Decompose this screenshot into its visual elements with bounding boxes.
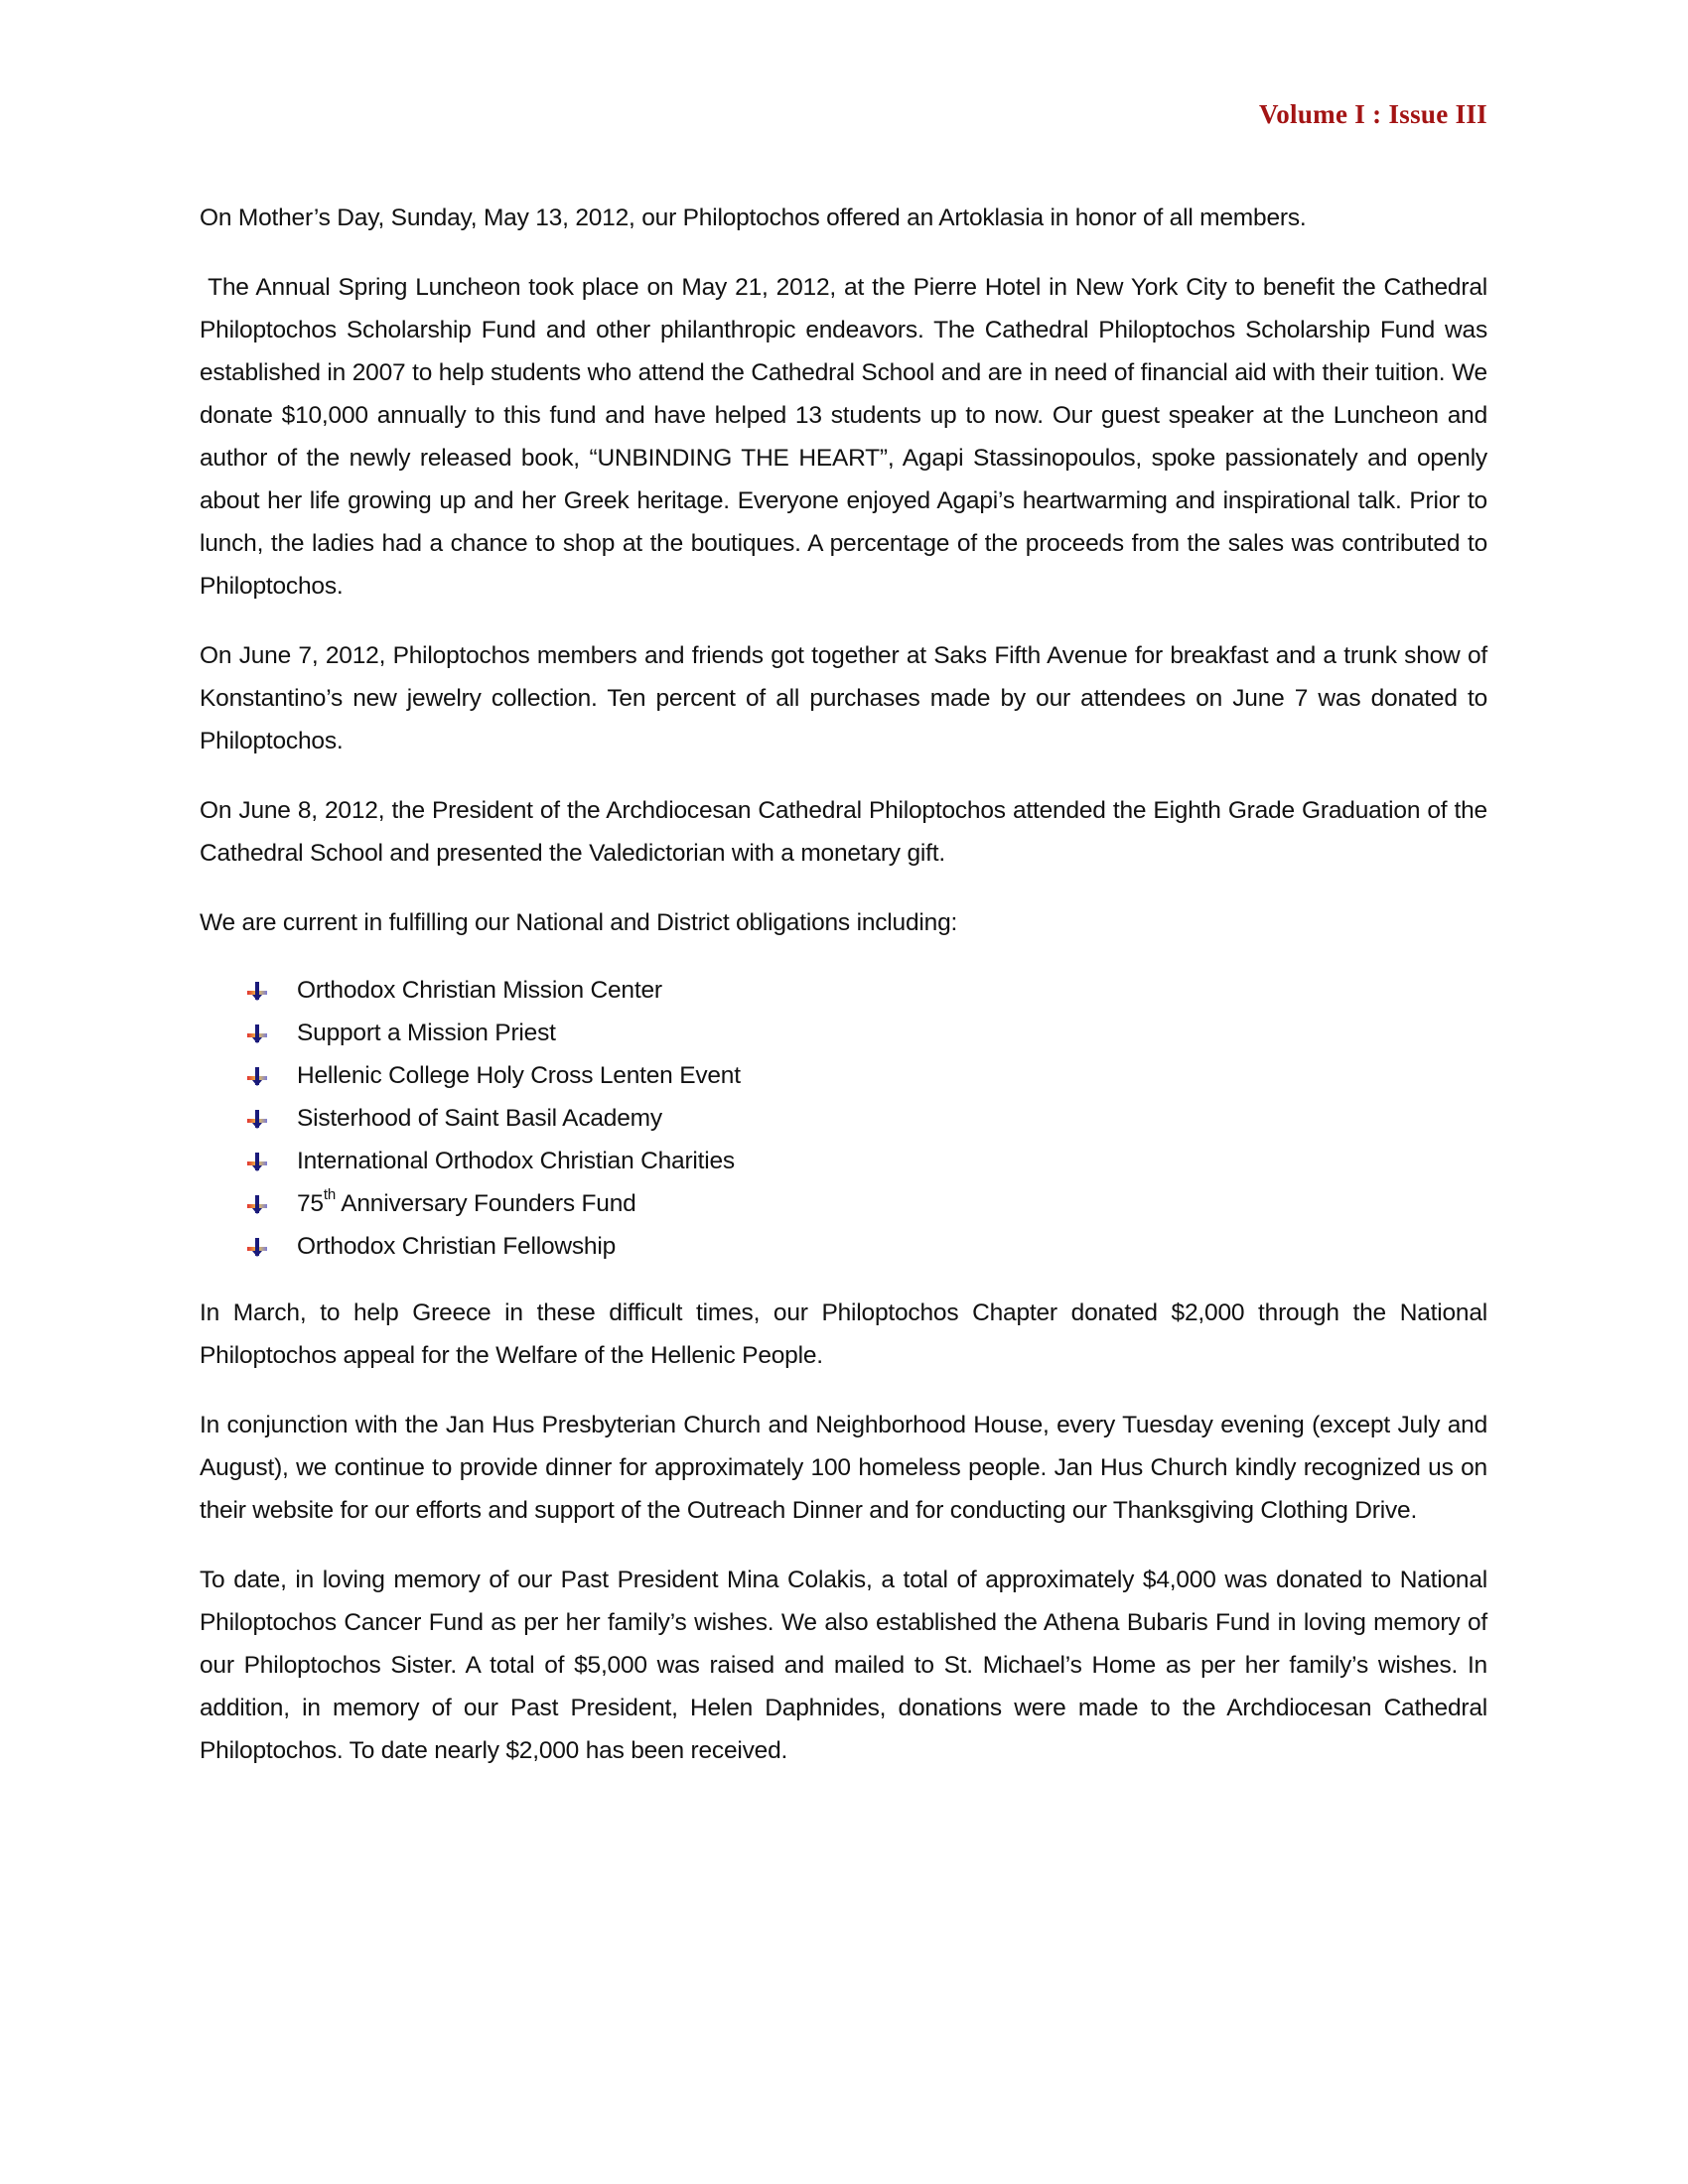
list-item-label: Support a Mission Priest	[297, 1020, 556, 1046]
arrow-down-cross-icon	[246, 1151, 268, 1172]
list-item	[246, 969, 1487, 1012]
arrow-down-cross-icon	[246, 1065, 268, 1087]
paragraph-greece-donation: In March, to help Greece in these difficult times, our Philoptochos Chapter donated $2,000 through the National Philoptochos appeal for the Welfare of the Hellenic People.	[200, 1299, 1487, 1369]
list-item-label: Orthodox Christian Fellowship	[297, 1233, 617, 1260]
list-item	[246, 1054, 1487, 1097]
list-item-label: Anniversary Founders Fund	[335, 1190, 636, 1217]
list-item-label: Sisterhood of Saint Basil Academy	[297, 1105, 662, 1132]
list-item-label: Hellenic College Holy Cross Lenten Event	[297, 1062, 741, 1089]
paragraph-graduation: On June 8, 2012, the President of the Archdiocesan Cathedral Philoptochos attended the Eighth Grade Graduation of the Cathedral School and presented the Valedictorian with a monetary gift.	[200, 797, 1487, 867]
list-item	[246, 1182, 1487, 1225]
arrow-down-cross-icon	[246, 1108, 268, 1130]
arrow-down-cross-icon	[246, 980, 268, 1002]
list-item	[246, 1012, 1487, 1054]
arrow-down-cross-icon	[246, 1193, 268, 1215]
list-item-number: 75	[297, 1190, 324, 1217]
paragraph-obligations-intro: We are current in fulfilling our National and District obligations including:	[200, 909, 958, 936]
list-item-label: Orthodox Christian Mission Center	[297, 977, 662, 1004]
list-item	[246, 1140, 1487, 1182]
list-item	[246, 1225, 1487, 1268]
arrow-down-cross-icon	[246, 1023, 268, 1044]
arrow-down-cross-icon	[246, 1236, 268, 1258]
paragraph-spring-luncheon: The Annual Spring Luncheon took place on May 21, 2012, at the Pierre Hotel in New York City to benefit the Cathedral Philoptochos Scholarship Fund and other philanthropic endeavors. The Cathedral Philoptochos Scholarship Fund was established in 2007 to help students who attend the Cathedral School and are in need of financial aid with their tuition. We donate $10,000 annually to this fund and have helped 13 students up to now. Our guest speaker at the Luncheon and author of the newly released book, “UNBINDING THE HEART”, Agapi Stassinopoulos, spoke passionately and openly about her life growing up and her Greek heritage. Everyone enjoyed Agapi’s heartwarming and inspirational talk. Prior to lunch, the ladies had a chance to shop at the boutiques. A percentage of the proceeds from the sales was contributed to Philoptochos.	[200, 274, 1494, 600]
paragraph-mothers-day: On Mother’s Day, Sunday, May 13, 2012, our Philoptochos offered an Artoklasia in honor of all members.	[200, 205, 1307, 231]
issue-header: Volume I : Issue III	[1258, 99, 1487, 129]
obligations-list	[200, 969, 1487, 1268]
list-item	[246, 1097, 1487, 1140]
paragraph-jan-hus-outreach: In conjunction with the Jan Hus Presbyterian Church and Neighborhood House, every Tuesday evening (except July and August), we continue to provide dinner for approximately 100 homeless people. Jan Hus Church kindly recognized us on their website for our efforts and support of the Outreach Dinner and for conducting our Thanksgiving Clothing Drive.	[200, 1412, 1487, 1524]
newsletter-body	[200, 197, 1494, 1799]
list-item-label: International Orthodox Christian Charities	[297, 1148, 735, 1174]
paragraph-saks-event: On June 7, 2012, Philoptochos members and friends got together at Saks Fifth Avenue for breakfast and a trunk show of Konstantino’s new jewelry collection. Ten percent of all purchases made by our attendees on June 7 was donated to Philoptochos.	[200, 642, 1487, 754]
list-item-ordinal-suffix: th	[323, 1185, 336, 1203]
paragraph-memorial-funds: To date, in loving memory of our Past President Mina Colakis, a total of approximately $4,000 was donated to National Philoptochos Cancer Fund as per her family’s wishes. We also established the Athena Bubaris Fund in loving memory of our Philoptochos Sister. A total of $5,000 was raised and mailed to St. Michael’s Home as per her family’s wishes. In addition, in memory of our Past President, Helen Daphnides, donations were made to the Archdiocesan Cathedral Philoptochos. To date nearly $2,000 has been received.	[200, 1567, 1487, 1764]
